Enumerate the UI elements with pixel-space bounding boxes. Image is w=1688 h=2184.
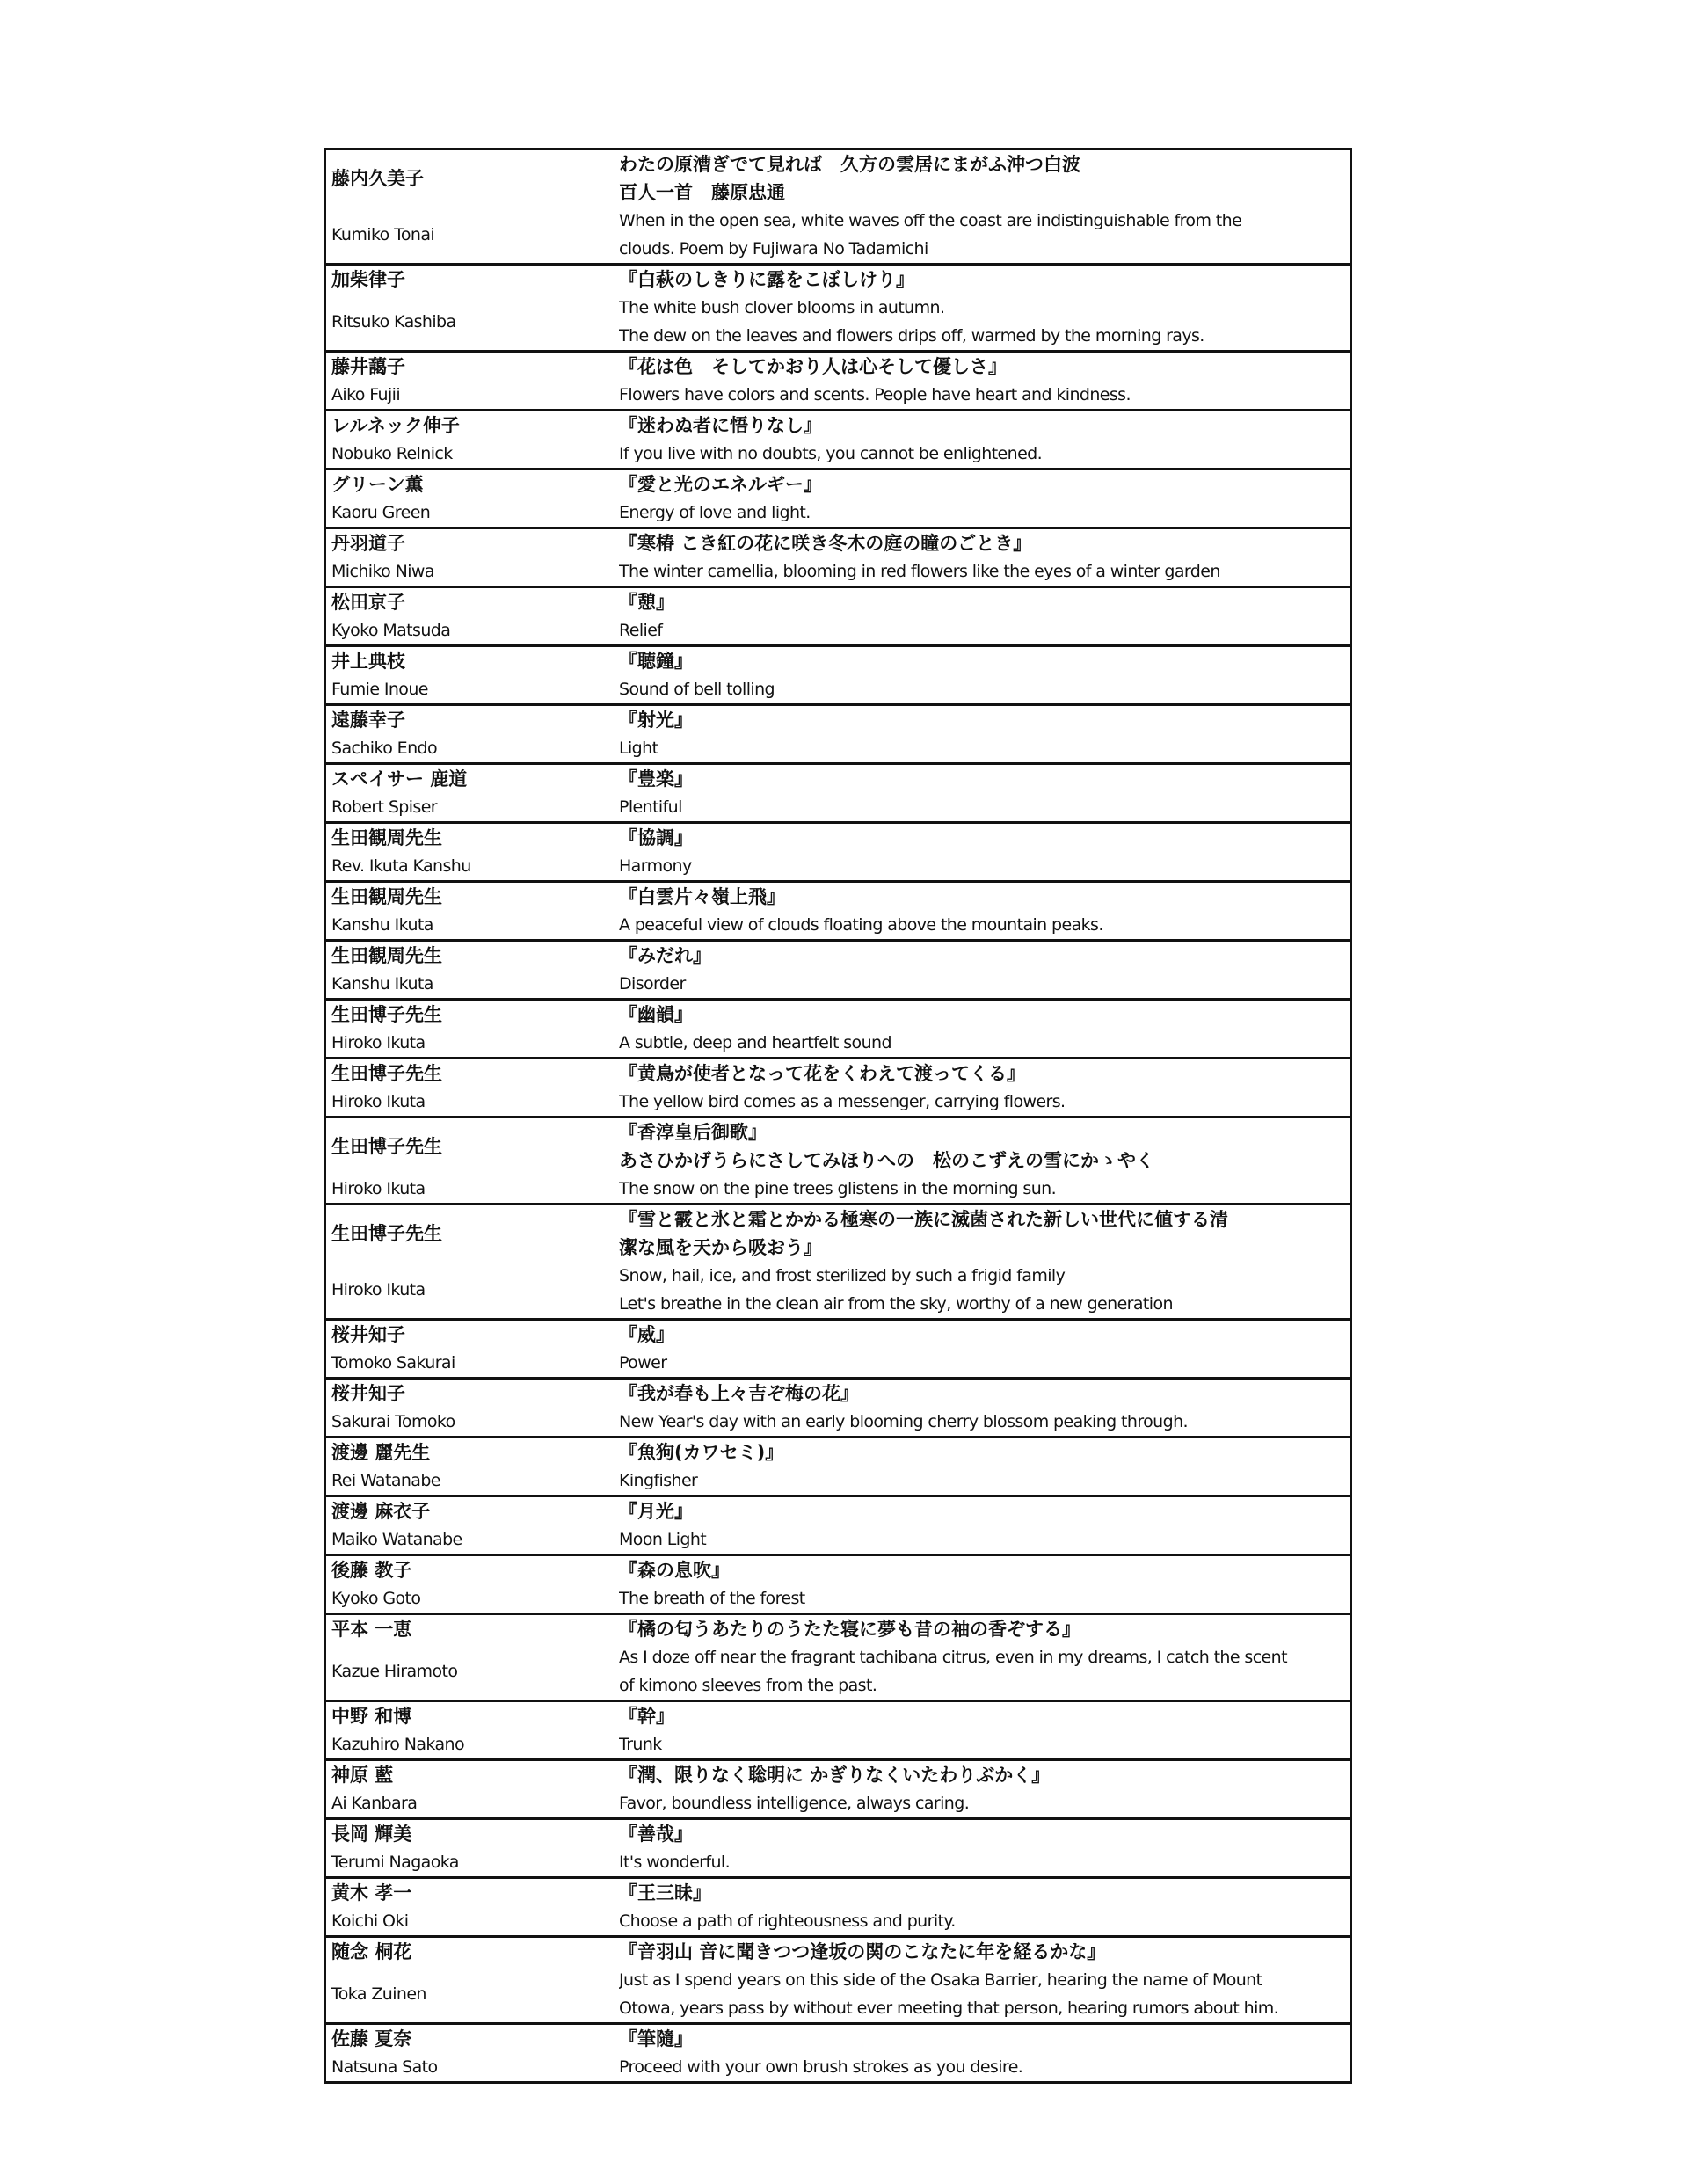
artist-name-english: Maiko Watanabe [331, 1530, 462, 1549]
work-translation-english: clouds. Poem by Fujiwara No Tadamichi [619, 239, 928, 258]
artist-name-japanese: グリーン薫 [331, 474, 424, 495]
work-translation-english: The breath of the forest [619, 1589, 805, 1608]
artist-name-japanese: 桜井知子 [331, 1383, 405, 1404]
artwork-text-cell [615, 1117, 1351, 1205]
work-title-japanese: 『憩』 [619, 592, 674, 613]
table-row [325, 646, 1351, 705]
work-title-japanese: 『橘の匂うあたりのうたた寝に夢も昔の袖の香ぞする』 [619, 1619, 1080, 1640]
artist-name-japanese: 渡邊 麗先生 [331, 1442, 431, 1463]
artist-name-english: Fumie Inoue [331, 680, 428, 699]
artist-name-cell [325, 882, 616, 941]
table-row [325, 1205, 1351, 1320]
artist-name-japanese: 黄木 孝一 [331, 1882, 412, 1904]
table-row [325, 1555, 1351, 1614]
artist-name-english: Hiroko Ikuta [331, 1092, 426, 1111]
work-title-japanese: 『白雲片々嶺上飛』 [619, 886, 785, 907]
artist-name-english: Kyoko Goto [331, 1589, 421, 1608]
work-title-japanese: 『寒椿 こき紅の花に咲き冬木の庭の瞳のごとき』 [619, 533, 1032, 554]
work-translation-english: Otowa, years pass by without ever meeting that person, hearing rumors about him. [619, 1998, 1279, 2018]
table-row [325, 1320, 1351, 1379]
artist-name-cell [325, 823, 616, 882]
artwork-text-cell [615, 1701, 1351, 1760]
work-title-japanese: 『威』 [619, 1324, 674, 1345]
table-row [325, 1701, 1351, 1760]
artist-name-english: Michiko Niwa [331, 562, 434, 581]
artwork-text-cell [615, 149, 1351, 265]
artist-name-japanese: 生田博子先生 [331, 1004, 442, 1025]
table-row [325, 941, 1351, 1000]
artwork-text-cell [615, 823, 1351, 882]
artist-name-cell [325, 352, 616, 411]
artist-name-english: Nobuko Relnick [331, 444, 453, 463]
artist-name-cell [325, 705, 616, 764]
work-translation-english: Kingfisher [619, 1471, 698, 1490]
work-translation-english: The white bush clover blooms in autumn. [619, 298, 945, 317]
work-title-japanese: 『善哉』 [619, 1824, 693, 1845]
artist-name-english: Rev. Ikuta Kanshu [331, 856, 471, 876]
work-title-japanese: 『魚狗(カワセミ)』 [619, 1442, 784, 1463]
artist-name-japanese: 松田京子 [331, 592, 405, 613]
artist-name-english: Kanshu Ikuta [331, 974, 433, 994]
table-row [325, 1614, 1351, 1701]
work-title-japanese: 『花は色 そしてかおり人は心そして優しさ』 [619, 356, 1007, 377]
artwork-text-cell [615, 587, 1351, 646]
artwork-text-cell [615, 705, 1351, 764]
table-row [325, 882, 1351, 941]
artist-name-english: Hiroko Ikuta [331, 1280, 426, 1299]
work-title-japanese: 『黄鳥が使者となって花をくわえて渡ってくる』 [619, 1063, 1025, 1084]
table-row [325, 1379, 1351, 1438]
work-translation-english: If you live with no doubts, you cannot be enlightened. [619, 444, 1043, 463]
artwork-text-cell [615, 1379, 1351, 1438]
artwork-text-cell [615, 646, 1351, 705]
work-translation-english: The yellow bird comes as a messenger, carrying flowers. [619, 1092, 1066, 1111]
work-translation-english: Power [619, 1353, 667, 1372]
table-row [325, 1496, 1351, 1555]
artist-name-japanese: 生田博子先生 [331, 1223, 442, 1244]
artist-name-cell [325, 470, 616, 528]
table-row [325, 1000, 1351, 1059]
table-row [325, 1117, 1351, 1205]
artist-name-japanese: レルネック伸子 [331, 415, 460, 436]
artist-name-japanese: 長岡 輝美 [331, 1824, 412, 1845]
work-translation-english: Let's breathe in the clean air from the sky, worthy of a new generation [619, 1294, 1173, 1314]
artist-name-cell [325, 941, 616, 1000]
table-row [325, 1438, 1351, 1496]
artist-name-japanese: 藤井藹子 [331, 356, 405, 377]
artwork-text-cell [615, 1205, 1351, 1320]
artist-name-cell [325, 1614, 616, 1701]
artwork-text-cell [615, 352, 1351, 411]
work-translation-english: Favor, boundless intelligence, always caring. [619, 1794, 970, 1813]
work-title-japanese: 『射光』 [619, 710, 693, 731]
work-translation-english: Just as I spend years on this side of the Osaka Barrier, hearing the name of Mount [619, 1970, 1262, 1990]
work-translation-english: Energy of love and light. [619, 503, 811, 522]
table-row [325, 1819, 1351, 1878]
artwork-text-cell [615, 764, 1351, 823]
artist-name-japanese: スペイサー 鹿道 [331, 768, 468, 790]
work-translation-english: The dew on the leaves and flowers drips off, warmed by the morning rays. [619, 326, 1204, 346]
artist-name-cell [325, 149, 616, 265]
artwork-text-cell [615, 1000, 1351, 1059]
artist-name-english: Natsuna Sato [331, 2057, 438, 2077]
work-title-japanese: 百人一首 藤原忠通 [619, 182, 785, 203]
artist-name-cell [325, 1059, 616, 1117]
artwork-text-cell [615, 1937, 1351, 2024]
work-title-japanese: 『潤、限りなく聡明に かぎりなくいたわりぶかく』 [619, 1765, 1051, 1786]
artist-name-cell [325, 646, 616, 705]
artist-name-english: Kaoru Green [331, 503, 431, 522]
artist-name-cell [325, 1555, 616, 1614]
work-translation-english: Harmony [619, 856, 692, 876]
work-translation-english: Proceed with your own brush strokes as you desire. [619, 2057, 1023, 2077]
artist-name-cell [325, 528, 616, 587]
work-translation-english: Flowers have colors and scents. People have heart and kindness. [619, 385, 1131, 404]
work-title-japanese: 『雪と霰と氷と霜とかかる極寒の一族に滅菌された新しい世代に値する清 [619, 1209, 1228, 1230]
table-row [325, 352, 1351, 411]
artist-name-cell [325, 1379, 616, 1438]
artwork-text-cell [615, 882, 1351, 941]
artist-name-cell [325, 1320, 616, 1379]
artwork-text-cell [615, 470, 1351, 528]
work-translation-english: New Year's day with an early blooming cherry blossom peaking through. [619, 1412, 1188, 1431]
artist-name-cell [325, 1819, 616, 1878]
work-title-japanese: 『音羽山 音に聞きつつ逢坂の関のこなたに年を経るかな』 [619, 1941, 1106, 1962]
work-translation-english: Trunk [619, 1735, 662, 1754]
artwork-text-cell [615, 411, 1351, 470]
artwork-text-cell [615, 1819, 1351, 1878]
work-title-japanese: 『みだれ』 [619, 945, 711, 966]
artist-name-japanese: 丹羽道子 [331, 533, 405, 554]
artwork-text-cell [615, 1614, 1351, 1701]
artist-name-english: Toka Zuinen [331, 1984, 426, 2004]
table-row [325, 1760, 1351, 1819]
work-title-japanese: 『我が春も上々吉ぞ梅の花』 [619, 1383, 859, 1404]
artwork-text-cell [615, 1760, 1351, 1819]
artist-name-cell [325, 1496, 616, 1555]
artist-name-japanese: 生田博子先生 [331, 1136, 442, 1157]
work-title-japanese: 『協調』 [619, 827, 693, 848]
artist-name-english: Kazuhiro Nakano [331, 1735, 464, 1754]
work-translation-english: The winter camellia, blooming in red flowers like the eyes of a winter garden [619, 562, 1220, 581]
artist-name-cell [325, 1205, 616, 1320]
table-body [325, 149, 1351, 2083]
artist-name-english: Sakurai Tomoko [331, 1412, 455, 1431]
work-translation-english: Choose a path of righteousness and purity. [619, 1911, 956, 1931]
artist-name-cell [325, 764, 616, 823]
artist-name-cell [325, 1937, 616, 2024]
work-title-japanese: 『幽韻』 [619, 1004, 693, 1025]
artwork-text-cell [615, 1059, 1351, 1117]
table-row [325, 705, 1351, 764]
artwork-text-cell [615, 528, 1351, 587]
artwork-text-cell [615, 265, 1351, 352]
work-title-japanese: 『白萩のしきりに露をこぼしけり』 [619, 269, 914, 290]
artist-name-cell [325, 1117, 616, 1205]
work-title-japanese: 『愛と光のエネルギー』 [619, 474, 822, 495]
work-translation-english: As I doze off near the fragrant tachibana citrus, even in my dreams, I catch the scent [619, 1648, 1287, 1667]
table-row [325, 149, 1351, 265]
work-translation-english: The snow on the pine trees glistens in the morning sun. [619, 1179, 1057, 1198]
work-translation-english: When in the open sea, white waves off the coast are indistinguishable from the [619, 211, 1242, 230]
artist-name-japanese: 加柴律子 [331, 269, 405, 290]
work-title-japanese: 『豊楽』 [619, 768, 693, 790]
work-title-japanese: 『王三昧』 [619, 1882, 711, 1904]
artwork-text-cell [615, 2024, 1351, 2083]
artist-name-english: Kanshu Ikuta [331, 915, 433, 935]
artist-name-japanese: 生田博子先生 [331, 1063, 442, 1084]
work-title-japanese: 『筆隨』 [619, 2028, 693, 2049]
artwork-text-cell [615, 941, 1351, 1000]
artist-name-english: Robert Spiser [331, 797, 438, 817]
artist-name-english: Hiroko Ikuta [331, 1033, 426, 1052]
table-row [325, 1059, 1351, 1117]
work-translation-english: Disorder [619, 974, 686, 994]
table-row [325, 587, 1351, 646]
artist-name-english: Sachiko Endo [331, 739, 437, 758]
artist-name-english: Koichi Oki [331, 1911, 409, 1931]
table-row [325, 411, 1351, 470]
artist-name-cell [325, 1701, 616, 1760]
work-translation-english: A peaceful view of clouds floating above the mountain peaks. [619, 915, 1103, 935]
artist-name-japanese: 生田観周先生 [331, 886, 442, 907]
table-row [325, 528, 1351, 587]
artist-name-japanese: 生田観周先生 [331, 945, 442, 966]
artist-name-japanese: 渡邊 麻衣子 [331, 1501, 431, 1522]
artwork-text-cell [615, 1438, 1351, 1496]
artwork-text-cell [615, 1555, 1351, 1614]
artist-name-japanese: 後藤 教子 [331, 1560, 412, 1581]
calligraphy-artist-table [324, 148, 1352, 2084]
artist-name-cell [325, 265, 616, 352]
artwork-text-cell [615, 1878, 1351, 1937]
artist-name-japanese: 生田観周先生 [331, 827, 442, 848]
work-title-japanese: わたの原漕ぎでて見れば 久方の雲居にまがふ沖つ白波 [619, 154, 1080, 175]
artist-name-english: Kazue Hiramoto [331, 1662, 458, 1681]
artist-name-japanese: 佐藤 夏奈 [331, 2028, 412, 2049]
artist-name-cell [325, 1878, 616, 1937]
table-row [325, 1878, 1351, 1937]
artist-name-english: Kumiko Tonai [331, 225, 435, 244]
work-translation-english: Moon Light [619, 1530, 707, 1549]
work-title-japanese: 『幹』 [619, 1706, 674, 1727]
work-translation-english: Plentiful [619, 797, 682, 817]
work-title-japanese: あさひかげうらにさしてみほりへの 松のこずえの雪にかゝやく [619, 1150, 1154, 1171]
artist-name-english: Aiko Fujii [331, 385, 401, 404]
artist-name-english: Ritsuko Kashiba [331, 312, 456, 331]
artist-name-japanese: 神原 藍 [331, 1765, 394, 1786]
work-title-japanese: 『聴鐘』 [619, 651, 693, 672]
work-translation-english: Snow, hail, ice, and frost sterilized by such a frigid family [619, 1266, 1066, 1285]
artist-name-cell [325, 1760, 616, 1819]
artwork-text-cell [615, 1320, 1351, 1379]
artist-name-japanese: 藤内久美子 [331, 168, 424, 189]
table-row [325, 764, 1351, 823]
work-translation-english: of kimono sleeves from the past. [619, 1676, 877, 1695]
work-translation-english: It's wonderful. [619, 1853, 731, 1872]
artist-name-japanese: 中野 和博 [331, 1706, 412, 1727]
table-row [325, 1937, 1351, 2024]
artist-name-english: Kyoko Matsuda [331, 621, 451, 640]
artist-name-japanese: 遠藤幸子 [331, 710, 405, 731]
artist-name-cell [325, 1438, 616, 1496]
artist-name-english: Rei Watanabe [331, 1471, 440, 1490]
artist-name-english: Terumi Nagaoka [331, 1853, 459, 1872]
artist-name-japanese: 平本 一恵 [331, 1619, 412, 1640]
work-title-japanese: 『月光』 [619, 1501, 693, 1522]
table-row [325, 265, 1351, 352]
artist-name-english: Hiroko Ikuta [331, 1179, 426, 1198]
work-translation-english: Sound of bell tolling [619, 680, 775, 699]
artist-name-japanese: 随念 桐花 [331, 1941, 412, 1962]
artist-name-japanese: 井上典枝 [331, 651, 405, 672]
table-row [325, 2024, 1351, 2083]
artist-name-cell [325, 411, 616, 470]
artwork-text-cell [615, 1496, 1351, 1555]
work-title-japanese: 『香淳皇后御歌』 [619, 1122, 767, 1143]
artist-name-english: Ai Kanbara [331, 1794, 418, 1813]
artist-name-cell [325, 1000, 616, 1059]
artist-name-english: Tomoko Sakurai [331, 1353, 455, 1372]
table-row [325, 823, 1351, 882]
work-title-japanese: 『森の息吹』 [619, 1560, 730, 1581]
work-title-japanese: 潔な風を天から吸おう』 [619, 1237, 822, 1258]
artist-name-cell [325, 587, 616, 646]
artist-name-japanese: 桜井知子 [331, 1324, 405, 1345]
table-row [325, 470, 1351, 528]
work-translation-english: Light [619, 739, 658, 758]
work-translation-english: A subtle, deep and heartfelt sound [619, 1033, 891, 1052]
work-title-japanese: 『迷わぬ者に悟りなし』 [619, 415, 822, 436]
work-translation-english: Relief [619, 621, 663, 640]
artist-name-cell [325, 2024, 616, 2083]
